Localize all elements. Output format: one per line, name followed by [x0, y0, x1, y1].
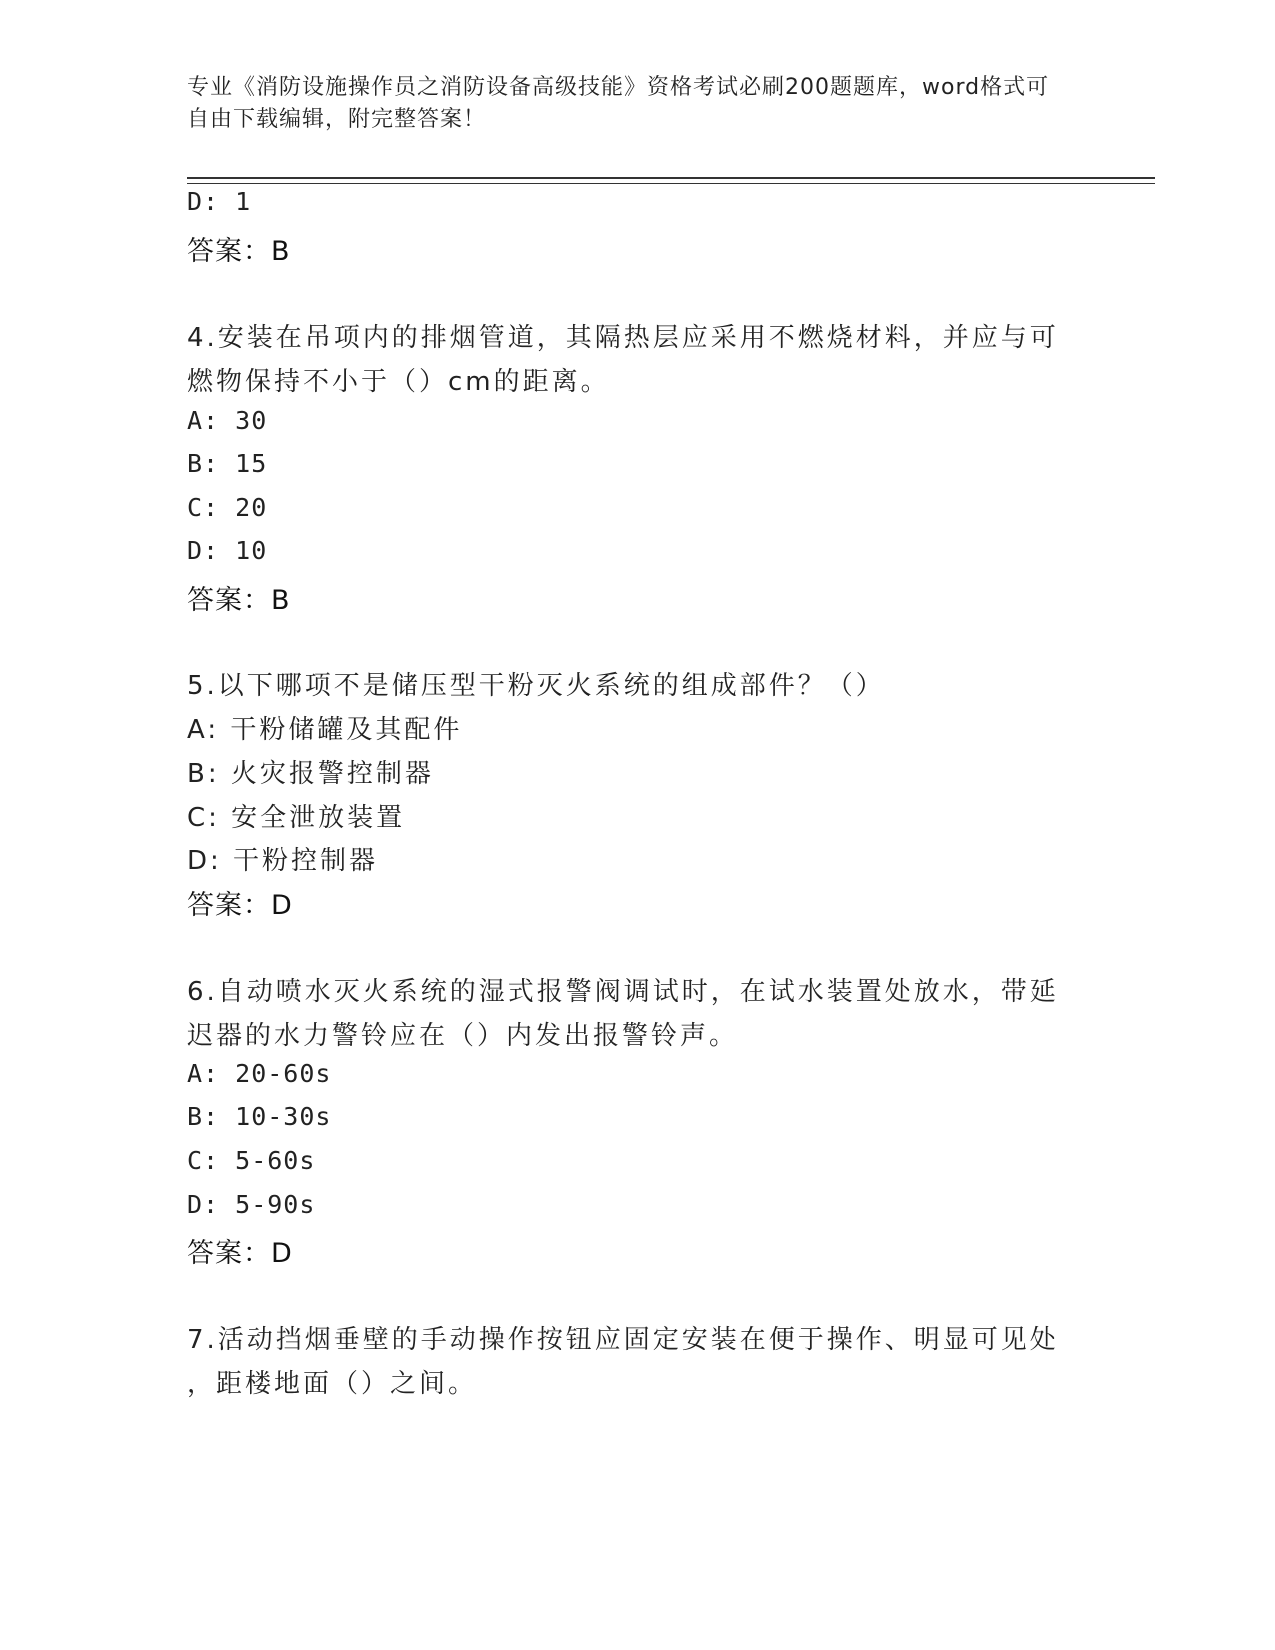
- q3-option-d: D: 1: [187, 187, 252, 216]
- q4-option-d: D: 10: [187, 536, 268, 565]
- q7-text-line2: ，距楼地面（）之间。: [187, 1369, 478, 1399]
- q4-text-line2: 燃物保持不小于（）cm的距离。: [187, 367, 610, 397]
- q5-option-d: D: 干粉控制器: [187, 846, 379, 876]
- q7-text-line1: 7.活动挡烟垂壁的手动操作按钮应固定安装在便于操作、明显可见处: [187, 1325, 1059, 1355]
- q4-option-c: C: 20: [187, 493, 268, 522]
- q5-option-a: A: 干粉储罐及其配件: [187, 715, 463, 745]
- q4-option-b: B: 15: [187, 449, 268, 478]
- q3-answer: 答案：B: [187, 236, 291, 267]
- q6-answer: 答案：D: [187, 1238, 293, 1269]
- q6-option-a: A: 20-60s: [187, 1059, 332, 1088]
- q4-answer: 答案：B: [187, 585, 291, 616]
- q5-answer: 答案：D: [187, 890, 293, 921]
- q5-option-b: B: 火灾报警控制器: [187, 759, 434, 789]
- q6-option-b: B: 10-30s: [187, 1102, 332, 1131]
- q4-text-line1: 4.安装在吊项内的排烟管道，其隔热层应采用不燃烧材料，并应与可: [187, 323, 1059, 353]
- header-divider-thin: [187, 183, 1155, 184]
- q6-text-line2: 迟器的水力警铃应在（）内发出报警铃声。: [187, 1021, 739, 1051]
- header-divider-thick: [187, 177, 1155, 179]
- q5-text-line1: 5.以下哪项不是储压型干粉灭火系统的组成部件？（）: [187, 671, 885, 701]
- q6-option-d: D: 5-90s: [187, 1190, 316, 1219]
- q6-option-c: C: 5-60s: [187, 1146, 316, 1175]
- q4-option-a: A: 30: [187, 406, 268, 435]
- q6-text-line1: 6.自动喷水灭火系统的湿式报警阀调试时，在试水装置处放水，带延: [187, 977, 1059, 1007]
- q5-option-c: C: 安全泄放装置: [187, 803, 406, 833]
- document-header: 专业《消防设施操作员之消防设备高级技能》资格考试必刷200题题库，word格式可自由下载编辑，附完整答案！: [187, 75, 1050, 132]
